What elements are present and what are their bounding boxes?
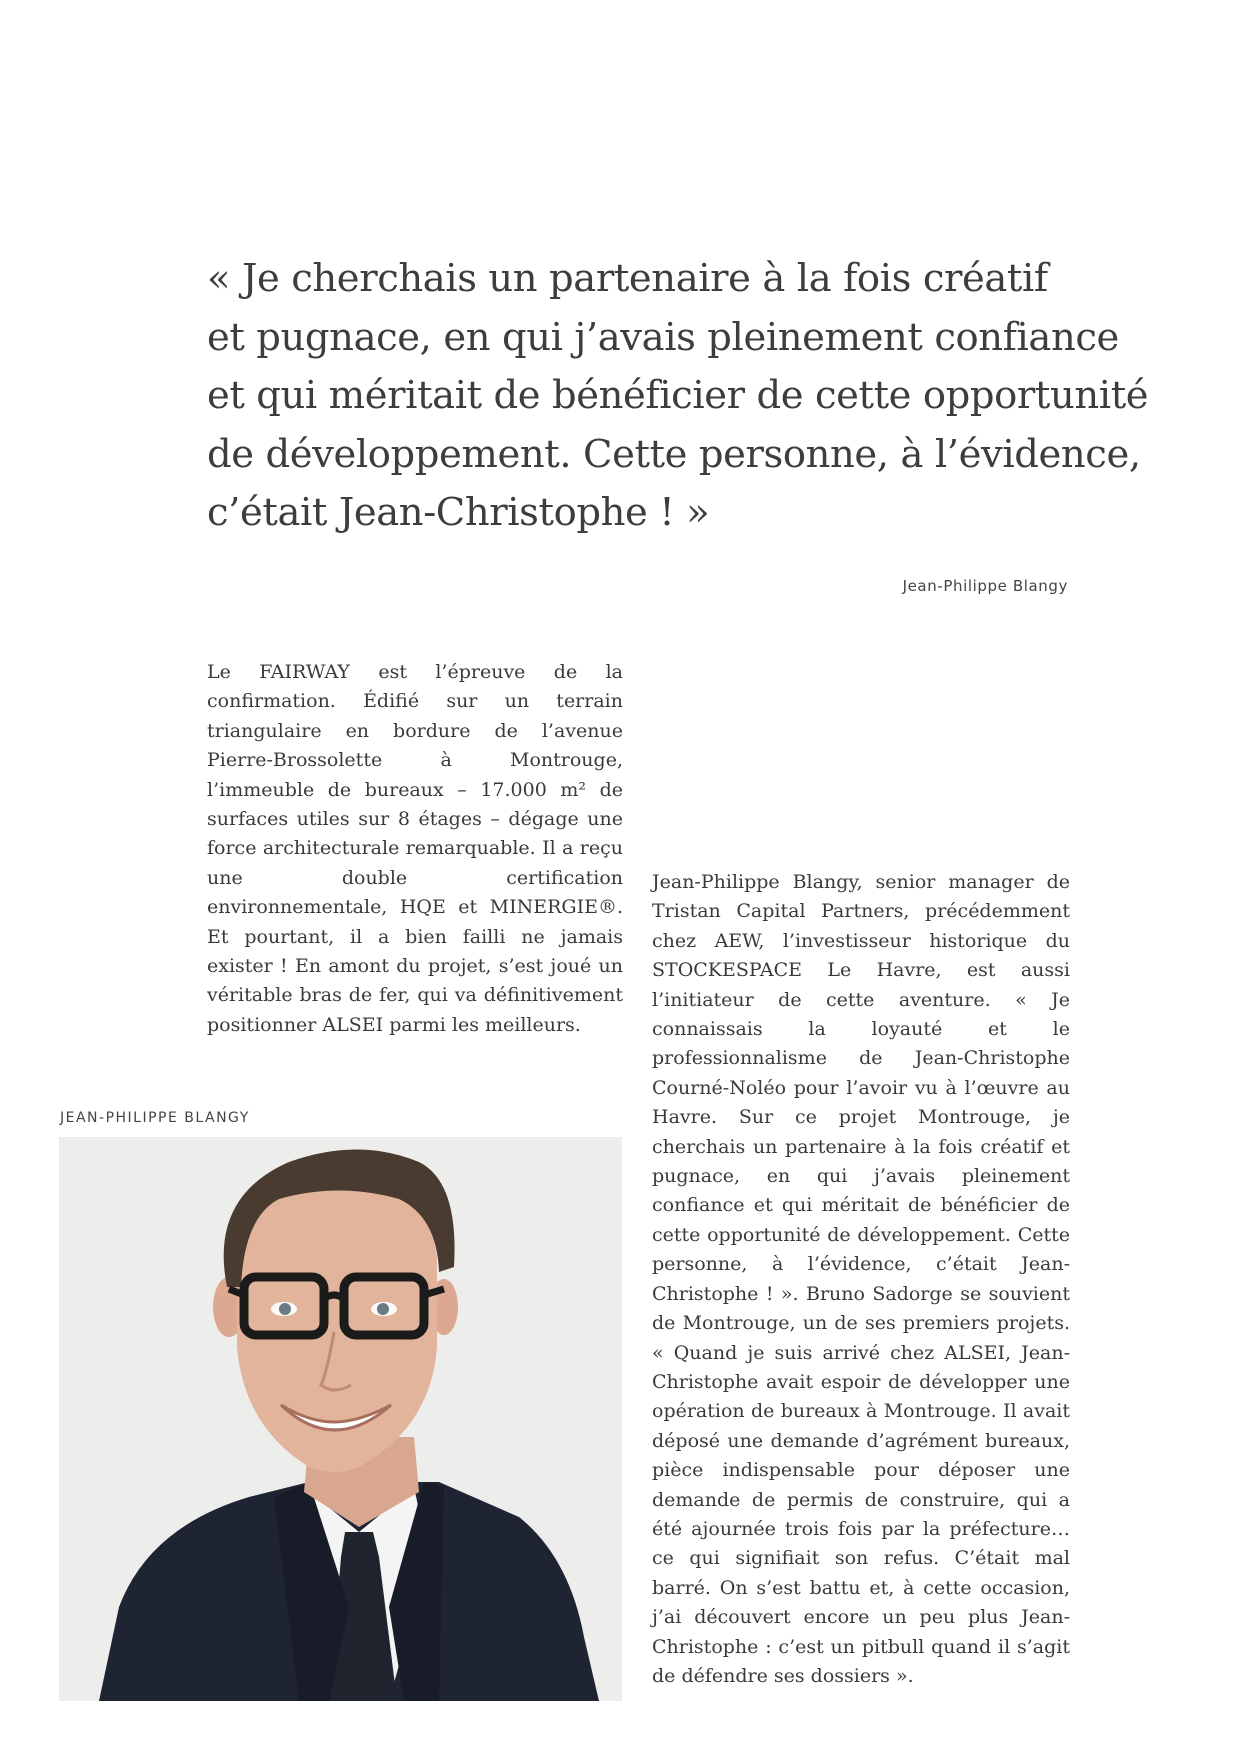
pull-quote-line: « Je cherchais un partenaire à la fois créatif — [207, 256, 1048, 301]
pull-quote-author: Jean-Philippe Blangy — [902, 577, 1068, 595]
photo-caption: JEAN-PHILIPPE BLANGY — [60, 1110, 250, 1126]
pull-quote — [207, 250, 1149, 543]
pull-quote-line: et pugnace, en qui j’avais pleinement confiance — [207, 314, 1119, 360]
pull-quote-line: de développement. Cette personne, à l’évidence, — [207, 431, 1141, 477]
pull-quote-line: c’était Jean-Christophe ! » — [207, 490, 710, 535]
portrait-photo — [59, 1137, 622, 1701]
pull-quote-line: et qui méritait de bénéficier de cette opportunité — [207, 373, 1149, 418]
body-paragraph-right: Jean-Philippe Blangy, senior manager de Tristan Capital Partners, précédemment chez AEW, l’investisseur historique du STOCKESPACE Le Havre, est aussi l’initiateur de cette aventure. « Je connaissais la loyauté et le professionnalisme de Jean-Christophe Courné-Noléo pour l’avoir vu à l’œuvre au Havre. Sur ce projet Montrouge, je cherchais un partenaire à la fois créatif et pugnace, en qui j’avais pleinement confiance et qui méritait de bénéficier de cette opportunité de développement. Cette personne, à l’évidence, c’était Jean-Christophe ! ». Bruno Sadorge se souvient de Montrouge, un de ses premiers projets. « Quand je suis arrivé chez ALSEI, Jean-Christophe avait espoir de développer une opération de bureaux à Montrouge. Il avait déposé une demande d’agrément bureaux, pièce indispensable pour déposer une demande de permis de construire, qui a été ajournée trois fois par la préfecture… ce qui signifiait son refus. C’était mal barré. On s’est battu et, à cette occasion, j’ai découvert encore un peu plus Jean-Christophe : c’est un pitbull quand il s’agit de défendre ses dossiers ». — [652, 871, 1070, 1687]
body-paragraph-left: Le FAIRWAY est l’épreuve de la confirmation. Édifié sur un terrain triangulaire en bordure de l’avenue Pierre-Brossolette à Montrouge, l’immeuble de bureaux – 17.000 m² de surfaces utiles sur 8 étages – dégage une force architecturale remarquable. Il a reçu une double certification environnementale, HQE et MINERGIE®. Et pourtant, il a bien failli ne jamais exister ! En amont du projet, s’est joué un véritable bras de fer, qui va définitivement positionner ALSEI parmi les meilleurs. — [207, 661, 623, 1036]
